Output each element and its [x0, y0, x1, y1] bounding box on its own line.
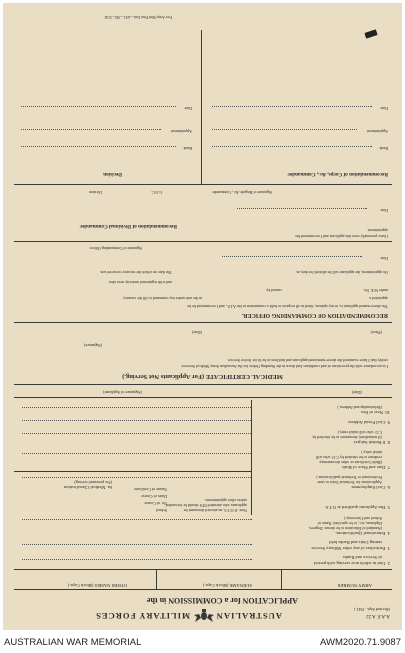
rec-corps-title: Recommendation of Corps, &c., Commander — [287, 171, 388, 177]
form-forces: MILITARY FORCES — [95, 611, 190, 621]
col-surname: SURNAME (Block Caps.) — [202, 583, 252, 588]
footer-accession-number: AWM2020.71.9087 — [320, 637, 401, 648]
form-upside-down: A.A.F. A 22 (Revised Sept., 1941.) AUSTRALIAN MILITARY FORCES APPLICATION for a COMMISSION in the ARMY NUMBER SURNAME (Block Caps.) OTHER NAMES (Block Caps.) 2. Unit in which now serving with period of Service and Ranks 3. Particulars of any other Military Service stating Units and Ranks held 4. Educational Qualifications. (Standard of Education to be shown. Degrees, Diplomas, etc., to be specified. Name of School and University.) 5. Has Applicant qualified at O.T.S. 6. Civil Employment Applications for Technical Units to state Professional or Technical qualifications.) 7. Date and Place of Birth (Birth Certificate or other documentary evidence to be checked by C.O. who will initial entry.) 8. If British Subject (If naturalised, documents to be checked by C.O. who will initial entry.) 9. Civil Postal Address 10. Next of Kin (Relationship and Address.) Note. If O.T.S. an attested document be applicants who attended OTS should be forwarded unless other appointments. School No. of Course Dates of Course Nature of Certificate 6a. Medical Classification (For personnel serving) (Signature of Applicant) (Date) MEDICAL CERTIFICATE (For Applicants Not Serving.) I in accordance with the provisions of and conditions laid down in the Standing Orders for the Australian Army Medical Services certify that I have examined the above-mentioned applicant and find him to be fit for Active Service. (Signature) (Date) (Place) RECOMMENDATION OF COMMANDING OFFICER. The above-named applicant is, in my opinion, fitted in all respects to hold a commission in the A.I.F., and I recommend he be appointed a in the unit under my command to fill the vacancy under W.E. No. caused by and with regimental seniority next after On appointment, the applicant will be allotted for duty as The date on which the vacancy occurred was Date Signature of Commanding Officer. I have personally seen this applicant and I recommend his appointment. Recommendation of Divisional Commander Date Signature of Brigade, &c., Commander G.O.C. Division Recommendation of Corps, &c., Commander Rank Appointment Date Decision Rank Appointment Date Free Army Med Print Unit—4/41—3M—X/42 — [3, 3, 402, 630]
scanned-form-page — [3, 3, 402, 630]
rec-div-title: Recommendation of Divisional Commander — [79, 223, 177, 229]
form-revised: (Revised Sept., 1941.) — [354, 607, 390, 612]
archive-footer — [0, 632, 405, 653]
form-title: APPLICATION for a COMMISSION in the — [146, 596, 298, 605]
col-army-number: ARMY NUMBER — [337, 583, 372, 588]
crest-icon — [193, 607, 215, 625]
col-other-names: OTHER NAMES (Block Caps.) — [67, 583, 127, 588]
form-country: AUSTRALIAN — [215, 611, 282, 621]
form-number: A.A.F. A 22 — [366, 613, 390, 618]
medical-certificate-title: MEDICAL CERTIFICATE (For Applicants Not Serving.) — [122, 373, 283, 380]
decision-title: Decision — [103, 171, 122, 177]
printer-imprint: Free Army Med Print Unit—4/41—3M—X/42 — [104, 15, 172, 19]
rec-co-title: RECOMMENDATION OF COMMANDING OFFICER. — [241, 312, 388, 318]
footer-institution: AUSTRALIAN WAR MEMORIAL — [4, 637, 142, 648]
